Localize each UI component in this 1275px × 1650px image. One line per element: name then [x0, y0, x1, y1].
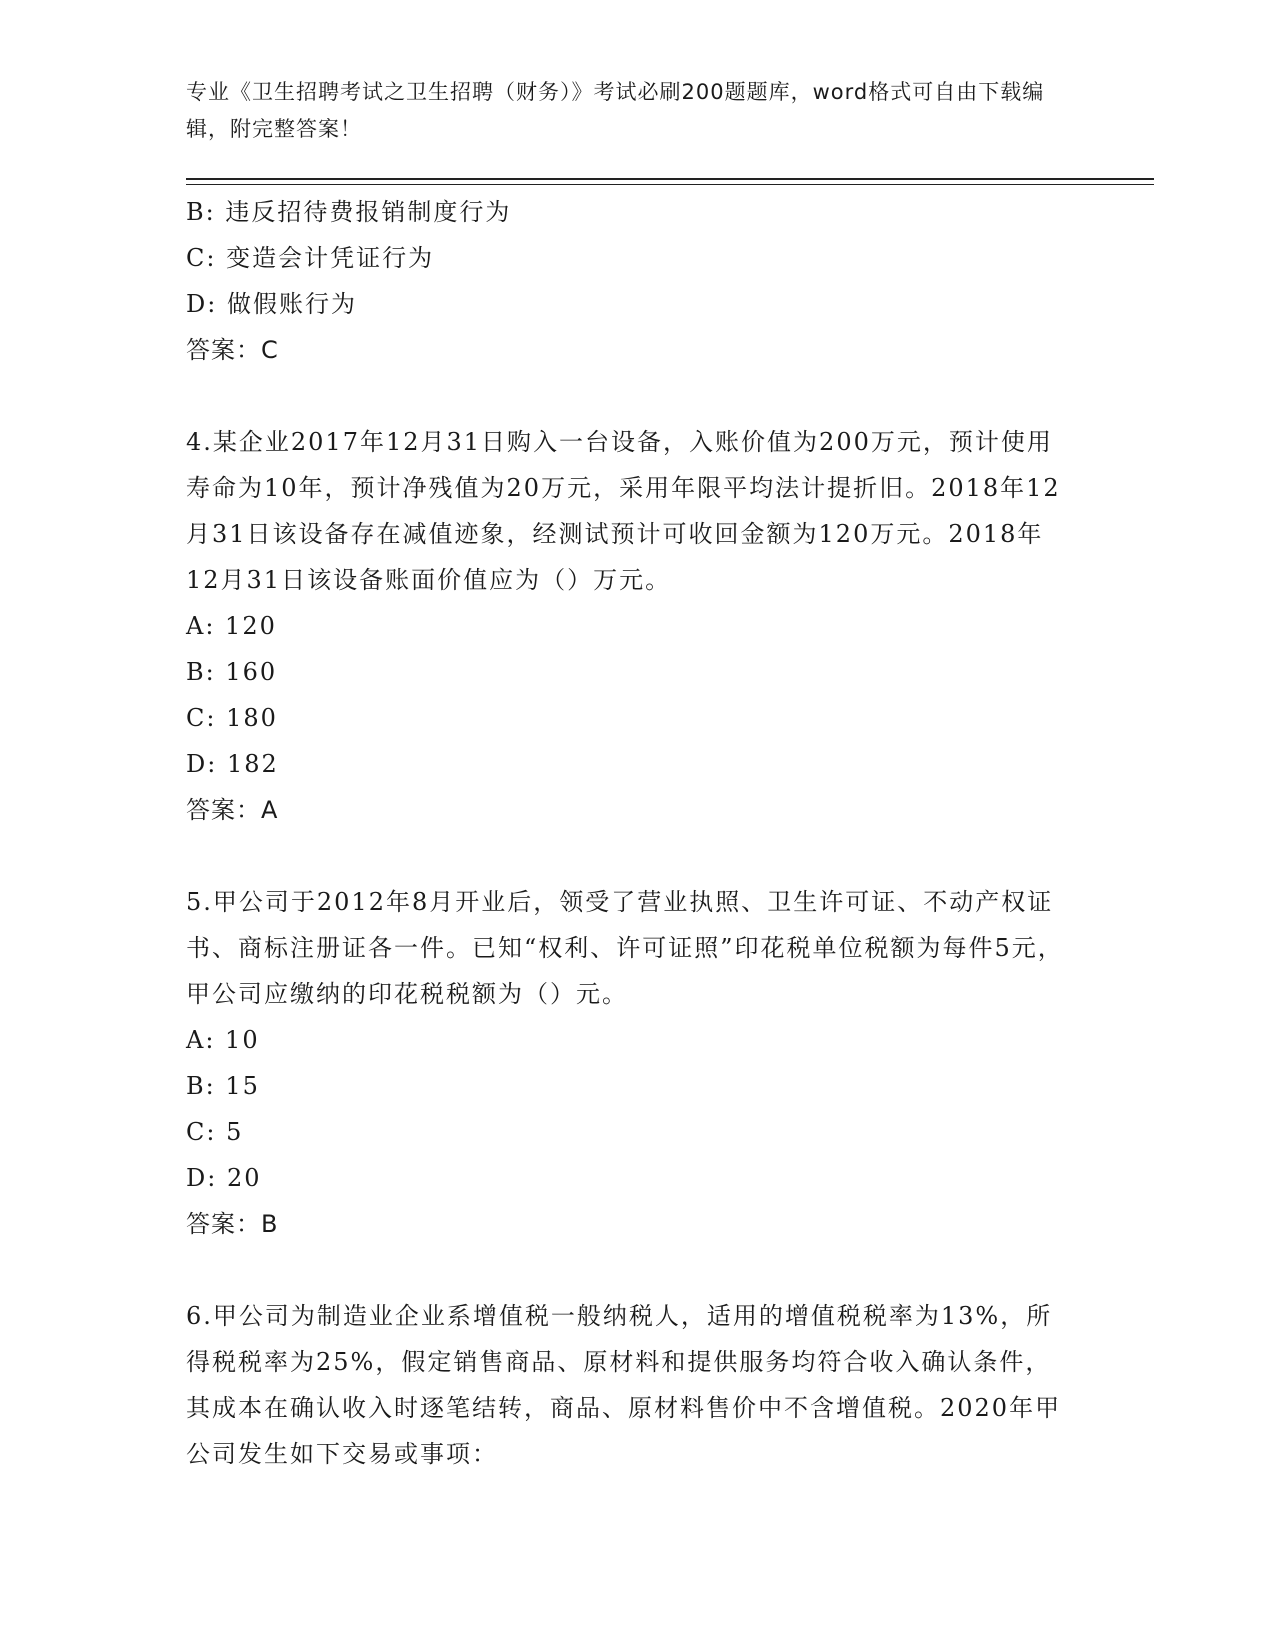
question-text: 4.某企业2017年12月31日购入一台设备，入账价值为200万元，预计使用寿命为10年，预计净残值为20万元，采用年限平均法计提折旧。2018年12月31日该设备存在减值迹象，经测试预计可收回金额为120万元。2018年12月31日该设备账面价值应为（）万元。: [186, 428, 1061, 594]
spacer: [186, 833, 1066, 879]
option-c: C: 180: [186, 704, 278, 732]
option-c: C: 变造会计凭证行为: [186, 244, 435, 272]
spacer: [186, 373, 1066, 419]
answer-line: 答案：B: [186, 1210, 279, 1238]
header-rule-thin: [186, 184, 1154, 185]
option-d: D: 20: [186, 1164, 262, 1192]
option-b: B: 15: [186, 1072, 260, 1100]
option-d: D: 做假账行为: [186, 290, 357, 318]
option-c: C: 5: [186, 1118, 244, 1146]
document-header: 专业《卫生招聘考试之卫生招聘（财务）》考试必刷200题题库，word格式可自由下载编辑，附完整答案！: [186, 80, 1045, 141]
question-text: 5.甲公司于2012年8月开业后，领受了营业执照、卫生许可证、不动产权证书、商标注册证各一件。已知“权利、许可证照”印花税单位税额为每件5元，甲公司应缴纳的印花税税额为（）元。: [186, 888, 1064, 1008]
question-text: 6.甲公司为制造业企业系增值税一般纳税人，适用的增值税税率为13%，所得税税率为25%，假定销售商品、原材料和提供服务均符合收入确认条件，其成本在确认收入时逐笔结转，商品、原材料售价中不含增值税。2020年甲公司发生如下交易或事项：: [186, 1302, 1062, 1468]
answer-line: 答案：C: [186, 336, 279, 364]
option-a: A: 10: [186, 1026, 260, 1054]
option-b: B: 违反招待费报销制度行为: [186, 198, 512, 226]
option-d: D: 182: [186, 750, 279, 778]
answer-line: 答案：A: [186, 796, 279, 824]
option-a: A: 120: [186, 612, 277, 640]
option-b: B: 160: [186, 658, 278, 686]
header-rule-thick: [186, 178, 1154, 180]
document-body: [186, 189, 1066, 1477]
spacer: [186, 1247, 1066, 1293]
